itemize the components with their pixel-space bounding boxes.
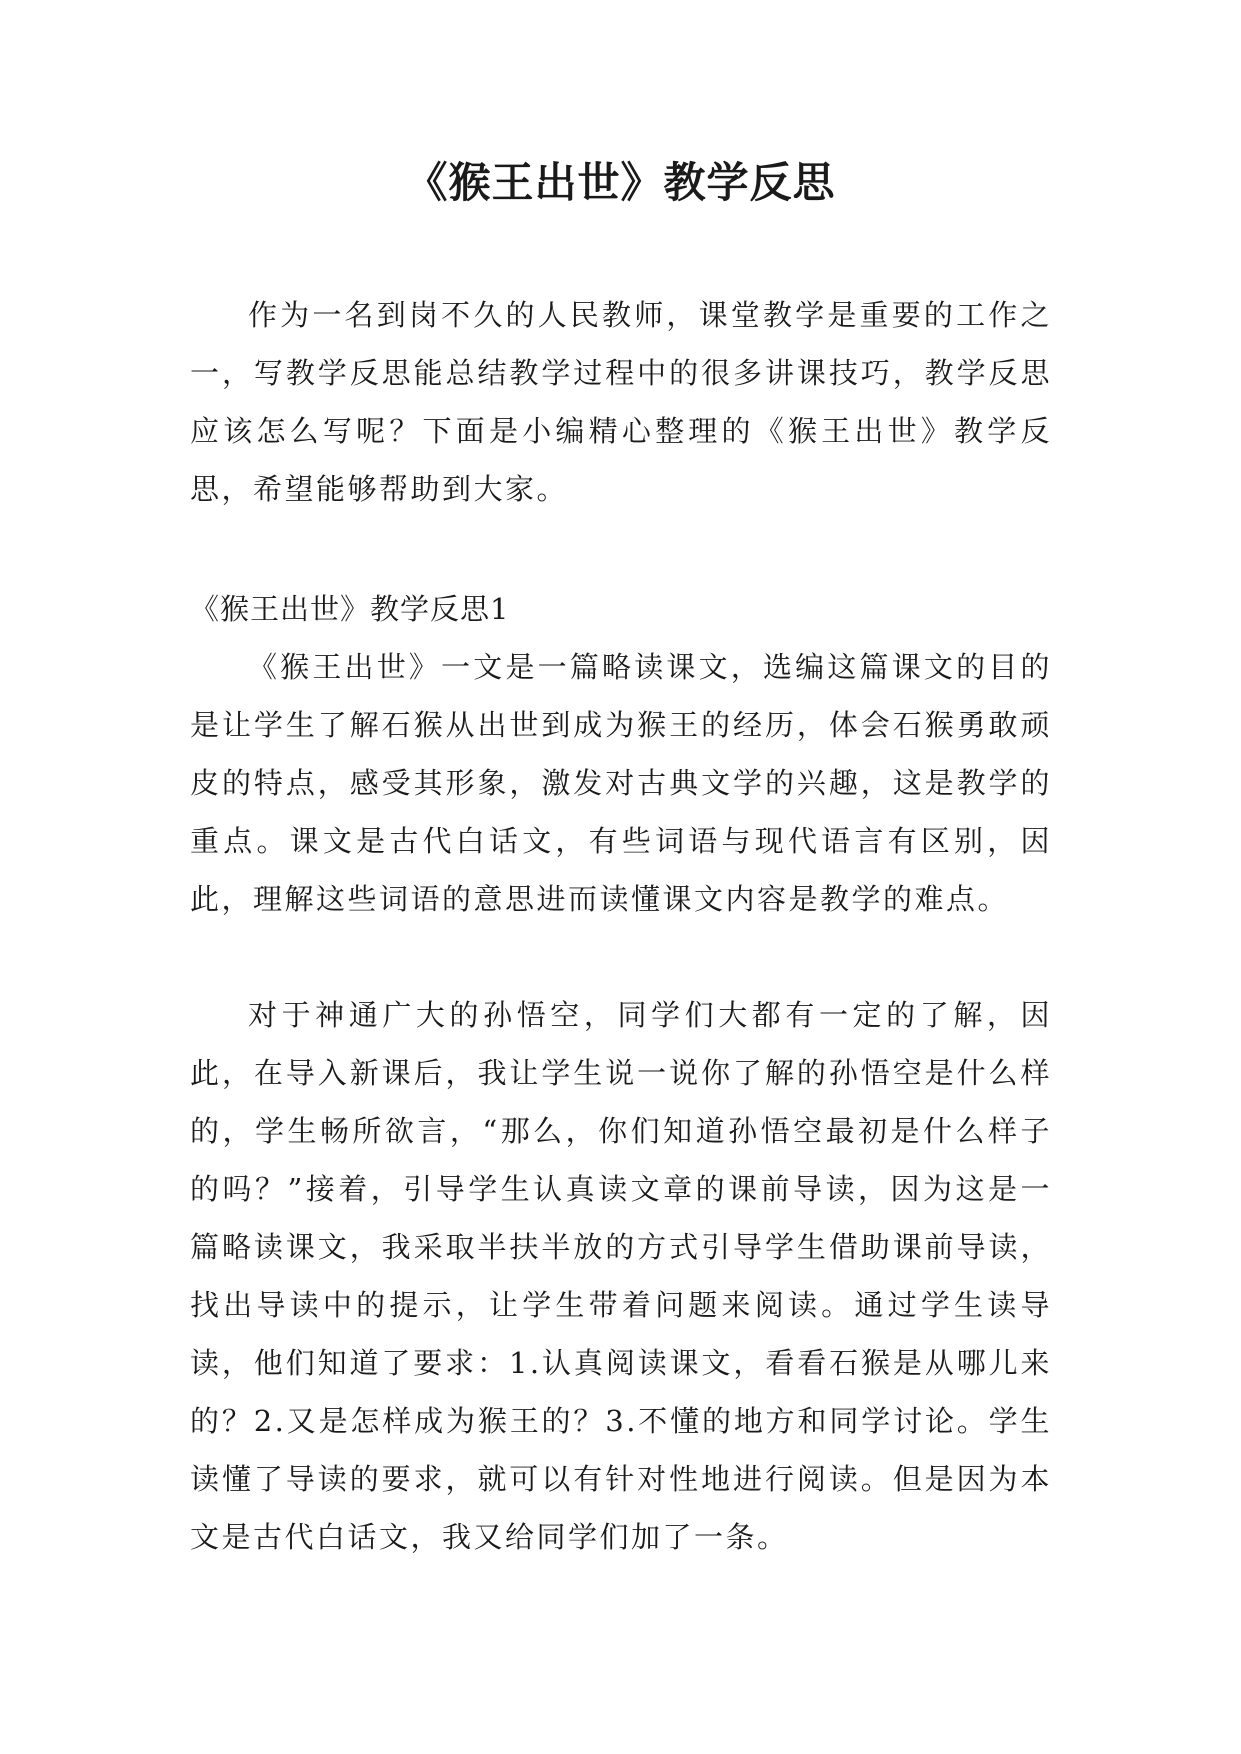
intro-paragraph: 作为一名到岗不久的人民教师，课堂教学是重要的工作之一，写教学反思能总结教学过程中的很多讲课技巧，教学反思应该怎么写呢？下面是小编精心整理的《猴王出世》教学反思，希望能够帮助到大家。 — [190, 298, 1052, 506]
section-paragraph: 《猴王出世》一文是一篇略读课文，选编这篇课文的目的是让学生了解石猴从出世到成为猴王的经历，体会石猴勇敢顽皮的特点，感受其形象，激发对古典文学的兴趣，这是教学的重点。课文是古代白话文，有些词语与现代语言有区别，因此，理解这些词语的意思进而读懂课文内容是教学的难点。 — [190, 650, 1052, 916]
section-heading: 《猴王出世》教学反思1 — [190, 592, 510, 626]
document-title: 《猴王出世》教学反思 — [405, 158, 836, 207]
section-paragraph: 对于神通广大的孙悟空，同学们大都有一定的了解，因此，在导入新课后，我让学生说一说你了解的孙悟空是什么样的，学生畅所欲言，“那么，你们知道孙悟空最初是什么样子的吗？”接着，引导学生认真读文章的课前导读，因为这是一篇略读课文，我采取半扶半放的方式引导学生借助课前导读，找出导读中的提示，让学生带着问题来阅读。通过学生读导读，他们知道了要求：1.认真阅读课文，看看石猴是从哪儿来的？2.又是怎样成为猴王的？3.不懂的地方和同学讨论。学生读懂了导读的要求，就可以有针对性地进行阅读。但是因为本文是古代白话文，我又给同学们加了一条。 — [190, 998, 1052, 1554]
